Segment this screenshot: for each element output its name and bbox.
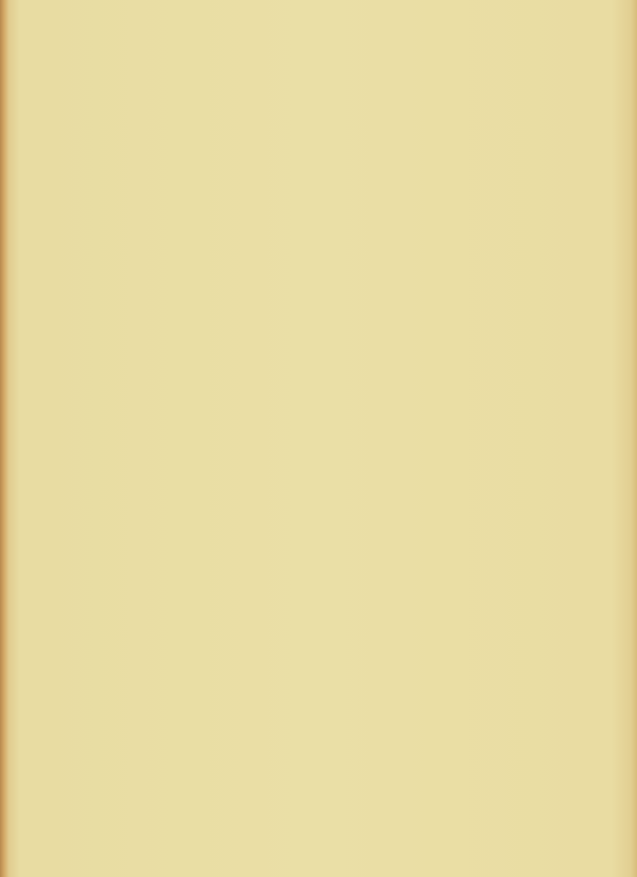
- text-line: [78, 427, 542, 449]
- text-line: [78, 125, 542, 147]
- text-line: [78, 579, 542, 601]
- paragraph-materialism-continuation: [78, 60, 542, 276]
- text-line: [78, 384, 542, 406]
- paragraph-second-source: [78, 384, 542, 557]
- text-line: [78, 190, 542, 212]
- text-line: [78, 82, 542, 104]
- text-line: [78, 146, 542, 168]
- text-line: [78, 168, 542, 190]
- text-line: [78, 514, 542, 536]
- text-line: [78, 298, 542, 320]
- text-line: [78, 470, 542, 492]
- text-line: [78, 406, 542, 428]
- text-line: [78, 254, 542, 276]
- paragraph-reference: [78, 557, 542, 643]
- text-line: [78, 362, 542, 384]
- text-line: [78, 600, 542, 622]
- text-line: [78, 622, 542, 644]
- text-line: [78, 492, 542, 514]
- text-line: [78, 319, 542, 341]
- text-line: [78, 103, 542, 125]
- text-line: [78, 276, 542, 298]
- text-line: [78, 211, 542, 233]
- text-line: [78, 233, 542, 255]
- text-line: [78, 60, 542, 82]
- text-line: [78, 341, 542, 363]
- text-line: [78, 535, 542, 557]
- text-line-with-emphasis: [78, 449, 542, 471]
- paragraph-molecules: [78, 276, 542, 384]
- text-line: [78, 557, 542, 579]
